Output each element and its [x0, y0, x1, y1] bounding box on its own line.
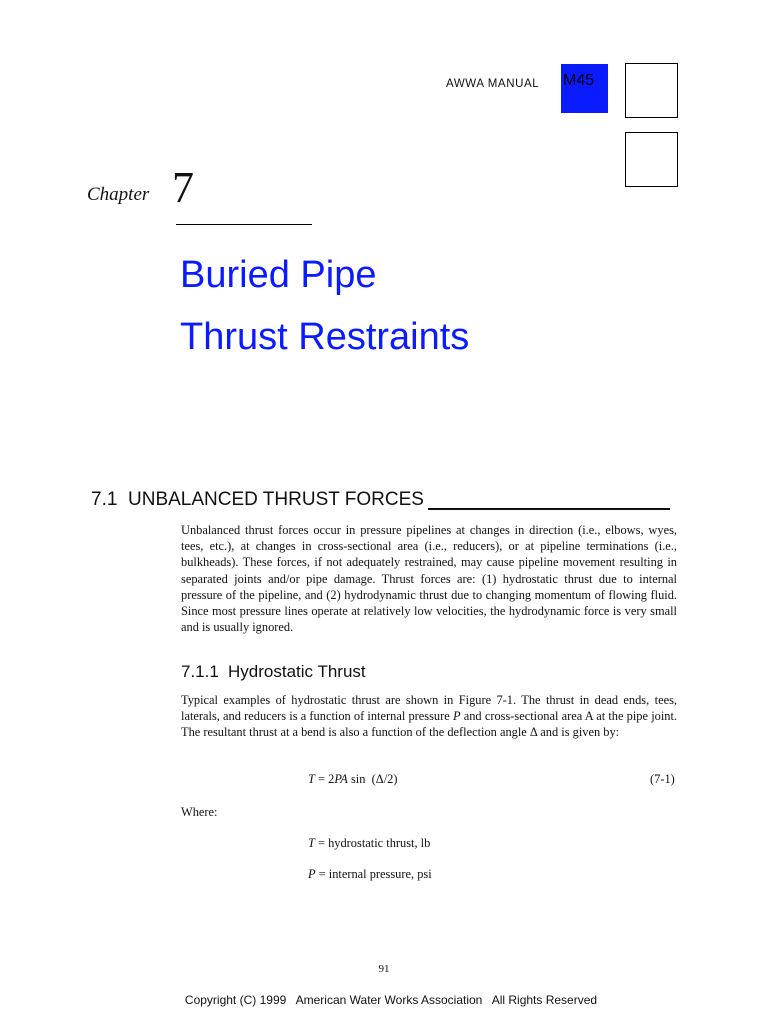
equation-number: (7-1): [650, 772, 675, 786]
equation-lhs: T: [308, 772, 315, 786]
paragraph-text: Typical examples of hydrostatic thrust are shown in Figure 7-1. The thrust in dead ends, tees, laterals, and reducers is a function of internal pressure: [181, 693, 677, 724]
section-title: UNBALANCED THRUST FORCES: [128, 489, 424, 510]
page-number: 91: [378, 963, 390, 975]
chapter-number: 7: [172, 163, 194, 212]
copyright-notice: Copyright (C) 1999 American Water Works Association All Rights Reserved: [184, 993, 598, 1007]
equation-equals: =: [318, 772, 326, 786]
subsection-title: Hydrostatic Thrust: [228, 662, 366, 681]
chapter-label: Chapter: [87, 184, 150, 205]
definition-symbol: P: [308, 867, 316, 881]
section-title-rule: [428, 508, 670, 510]
subsection-paragraph: [181, 692, 677, 741]
definition-text: internal pressure, psi: [328, 867, 432, 881]
definition-text: hydrostatic thrust, lb: [328, 836, 431, 850]
chapter-divider: [176, 224, 312, 225]
chapter-title-line-2: Thrust Restraints: [180, 316, 470, 358]
paragraph-text: and cross-sectional area A at the pipe joint. The resultant thrust at a bend is also a function of the deflection angle Δ and is given by:: [181, 709, 678, 740]
definition-item: T = hydrostatic thrust, lb: [308, 836, 431, 850]
where-label: Where:: [181, 805, 218, 819]
equation: [308, 772, 398, 787]
chapter-title-line-1: Buried Pipe: [180, 254, 377, 296]
equation-coefficient: 2: [328, 772, 335, 786]
definition-symbol: T: [308, 836, 315, 850]
equation-rhs: sin (Δ/2): [350, 772, 398, 786]
manual-code: M45: [563, 72, 595, 89]
subsection-number: 7.1.1: [181, 662, 219, 681]
equation-variables: PA: [334, 772, 348, 786]
manual-label: AWWA MANUAL: [446, 78, 540, 90]
chapter-tab-box: [625, 63, 678, 118]
section-paragraph: Unbalanced thrust forces occur in pressure pipelines at changes in direction (i.e., elbows, wyes, tees, etc.), at changes in cross-sectional area (i.e., reducers), or at pipeline terminations (i.e., bulkheads). These forces, if not adequately restrained, may cause pipeline movement resulting in separated joints and/or pipe damage. Thrust forces are: (1) hydrostatic thrust due to internal pressure of the pipeline, and (2) hydrodynamic thrust due to changing momentum of flowing fluid. Since most pressure lines operate at relatively low velocities, the hydrodynamic force is very small and is usually ignored.: [181, 523, 677, 635]
section-number: 7.1: [91, 489, 118, 510]
chapter-tab-box: [625, 132, 678, 187]
definition-item: P = internal pressure, psi: [308, 867, 432, 881]
pressure-variable: P: [452, 709, 461, 724]
